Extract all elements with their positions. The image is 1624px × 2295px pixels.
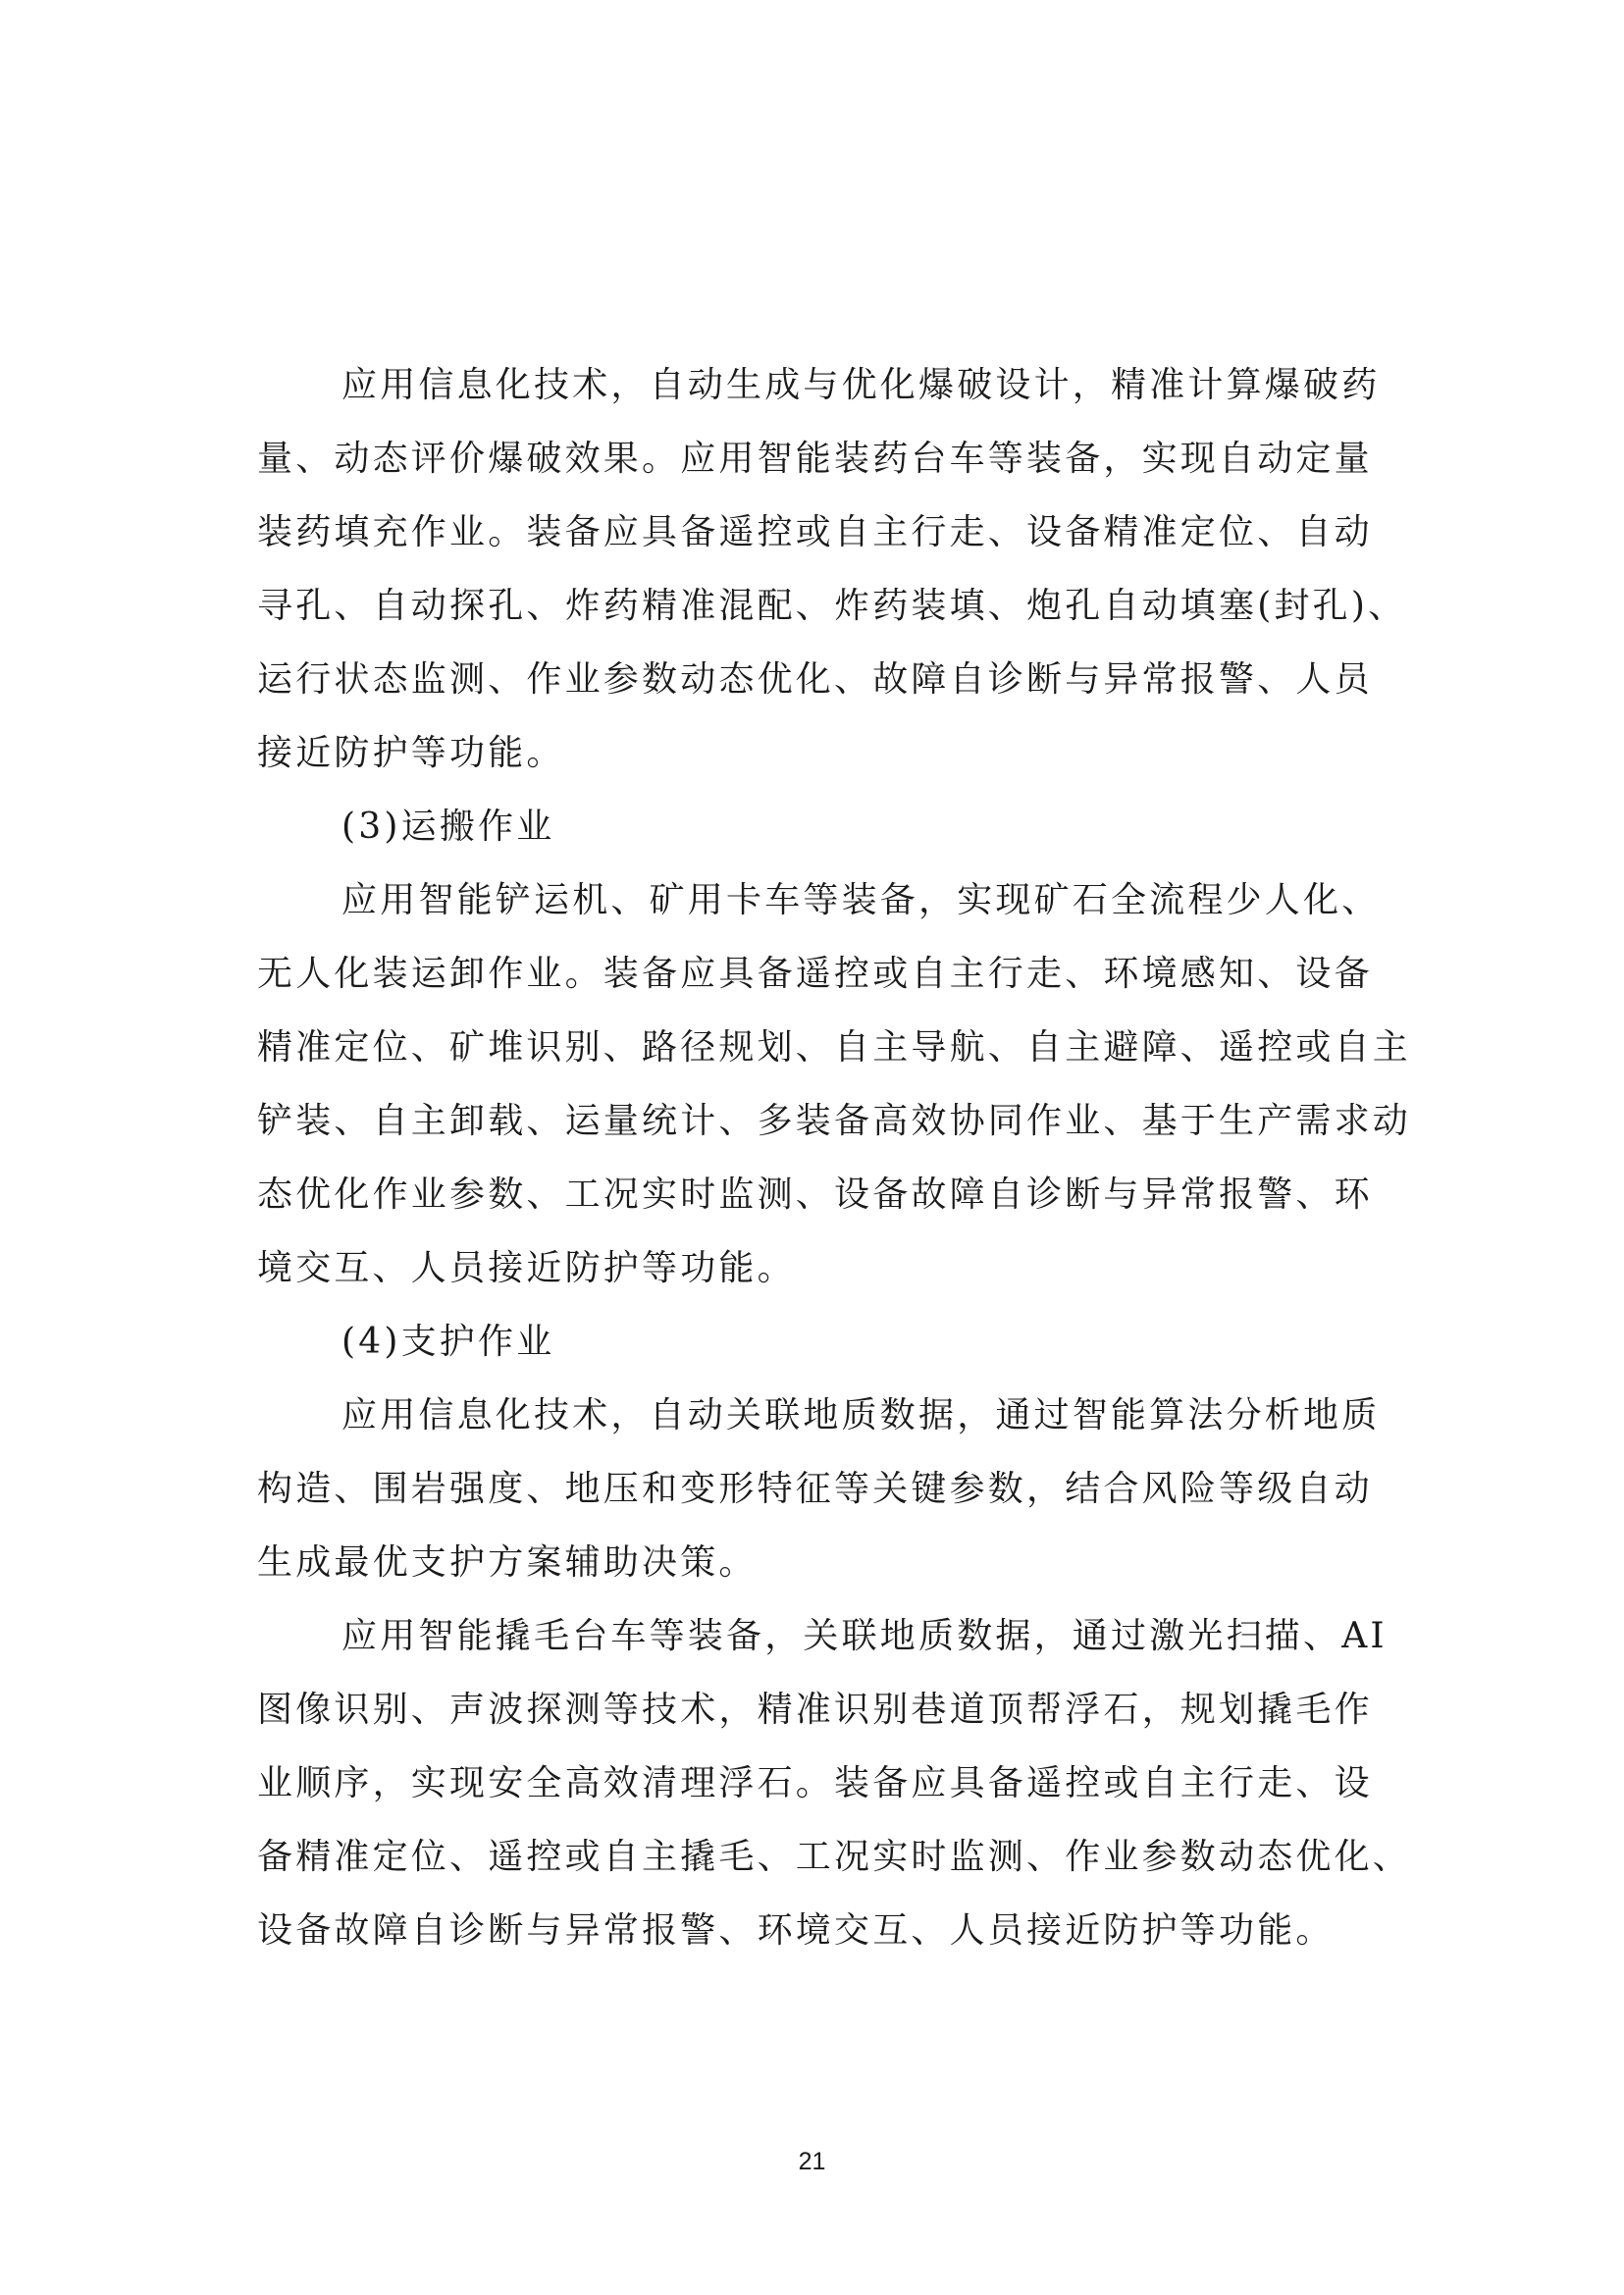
paragraph-line: 应用信息化技术，自动生成与优化爆破设计，精准计算爆破药 (341, 365, 1381, 405)
paragraph-line: 应用智能铲运机、矿用卡车等装备，实现矿石全流程少人化、 (341, 880, 1381, 920)
section-heading: (3)运搬作业 (341, 807, 555, 847)
paragraph-line: 精准定位、矿堆识别、路径规划、自主导航、自主避障、遥控或自主 (257, 1027, 1412, 1068)
paragraph-line: 应用智能撬毛台车等装备，关联地质数据，通过激光扫描、AI (341, 1616, 1388, 1656)
paragraph-line: 寻孔、自动探孔、炸药精准混配、炸药装填、炮孔自动填塞(封孔)、 (257, 586, 1407, 626)
paragraph-line: 生成最优支护方案辅助决策。 (257, 1542, 758, 1583)
paragraph-line: 业顺序，实现安全高效清理浮石。装备应具备遥控或自主行走、设 (257, 1763, 1373, 1803)
document-body (257, 348, 1412, 1967)
paragraph-line: 备精准定位、遥控或自主撬毛、工况实时监测、作业参数动态优化、 (257, 1837, 1412, 1877)
paragraph-line: 量、动态评价爆破效果。应用智能装药台车等装备，实现自动定量 (257, 439, 1373, 479)
paragraph-line: 态优化作业参数、工况实时监测、设备故障自诊断与异常报警、环 (257, 1174, 1373, 1215)
paragraph-line: 无人化装运卸作业。装备应具备遥控或自主行走、环境感知、设备 (257, 954, 1373, 994)
paragraph-line: 图像识别、声波探测等技术，精准识别巷道顶帮浮石，规划撬毛作 (257, 1690, 1373, 1730)
page-number: 21 (798, 2148, 826, 2175)
paragraph-line: 设备故障自诊断与异常报警、环境交互、人员接近防护等功能。 (257, 1910, 1335, 1951)
section-heading: (4)支护作业 (341, 1322, 555, 1362)
paragraph-line: 接近防护等功能。 (257, 733, 565, 773)
paragraph-line: 装药填充作业。装备应具备遥控或自主行走、设备精准定位、自动 (257, 512, 1373, 552)
paragraph-line: 构造、围岩强度、地压和变形特征等关键参数，结合风险等级自动 (257, 1469, 1373, 1509)
paragraph-line: 铲装、自主卸载、运量统计、多装备高效协同作业、基于生产需求动 (257, 1101, 1412, 1141)
paragraph-line: 运行状态监测、作业参数动态优化、故障自诊断与异常报警、人员 (257, 659, 1373, 700)
paragraph-line: 应用信息化技术，自动关联地质数据，通过智能算法分析地质 (341, 1395, 1381, 1435)
paragraph-line: 境交互、人员接近防护等功能。 (257, 1248, 796, 1288)
